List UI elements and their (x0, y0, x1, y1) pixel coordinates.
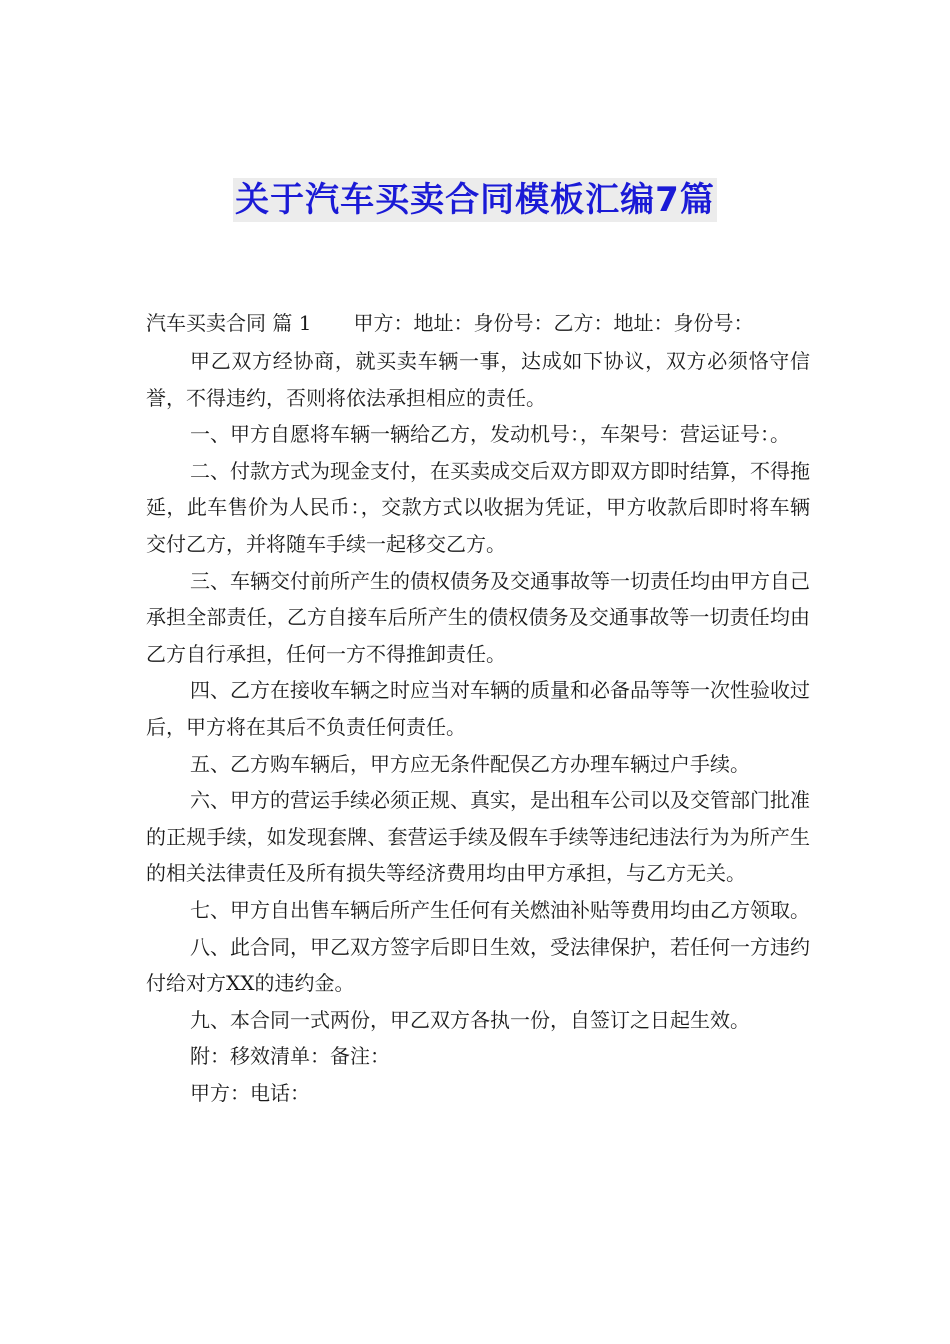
section-heading: 汽车买卖合同 篇 1 (146, 311, 312, 335)
document-body (146, 305, 810, 1111)
title-wrap (0, 178, 950, 222)
paragraph-clause-9: 九、本合同一式两份，甲乙双方各执一份，自签订之日起生效。 (190, 1007, 750, 1032)
paragraph-attachment: 附：移效清单：备注： (190, 1044, 390, 1069)
paragraph-clause-5: 五、乙方购车辆后，甲方应无条件配俣乙方办理车辆过户手续。 (190, 751, 750, 776)
paragraph-clause-8: 八、此合同，甲乙双方签字后即日生效，受法律保护，若任何一方违约付给对方XX的违约金。 (146, 934, 810, 996)
paragraph-clause-7: 七、甲方自出售车辆后所产生任何有关燃油补贴等费用均由乙方领取。 (190, 897, 810, 922)
paragraph-clause-4: 四、乙方在接收车辆之时应当对车辆的质量和必备品等等一次性验收过后，甲方将在其后不负责任何责任。 (146, 678, 810, 739)
section-heading-line (146, 305, 810, 341)
paragraph-party-a-phone: 甲方：电话： (190, 1080, 310, 1105)
parties-line: 甲方：地址：身份号：乙方：地址：身份号： (353, 311, 754, 335)
paragraph-intro: 甲乙双方经协商，就买卖车辆一事，达成如下协议，双方必须恪守信誉，不得违约，否则将依法承担相应的责任。 (146, 349, 810, 410)
document-title: 关于汽车买卖合同模板汇编7篇 (235, 180, 715, 220)
paragraph-clause-3: 三、车辆交付前所产生的债权债务及交通事故等一切责任均由甲方自己承担全部责任，乙方自接车后所产生的债权债务及交通事故等一切责任均由乙方自行承担，任何一方不得推卸责任。 (146, 568, 810, 666)
paragraph-clause-1: 一、甲方自愿将车辆一辆给乙方，发动机号：，车架号：营运证号：。 (190, 422, 790, 447)
paragraph-clause-6: 六、甲方的营运手续必须正规、真实，是出租车公司以及交管部门批准的正规手续，如发现套牌、套营运手续及假车手续等违纪违法行为为所产生的相关法律责任及所有损失等经济费用均由甲方承担，与乙方无关。 (146, 788, 810, 886)
paragraph-clause-2: 二、付款方式为现金支付，在买卖成交后双方即双方即时结算，不得拖延，此车售价为人民币：，交款方式以收据为凭证，甲方收款后即时将车辆交付乙方，并将随车手续一起移交乙方。 (146, 458, 810, 556)
